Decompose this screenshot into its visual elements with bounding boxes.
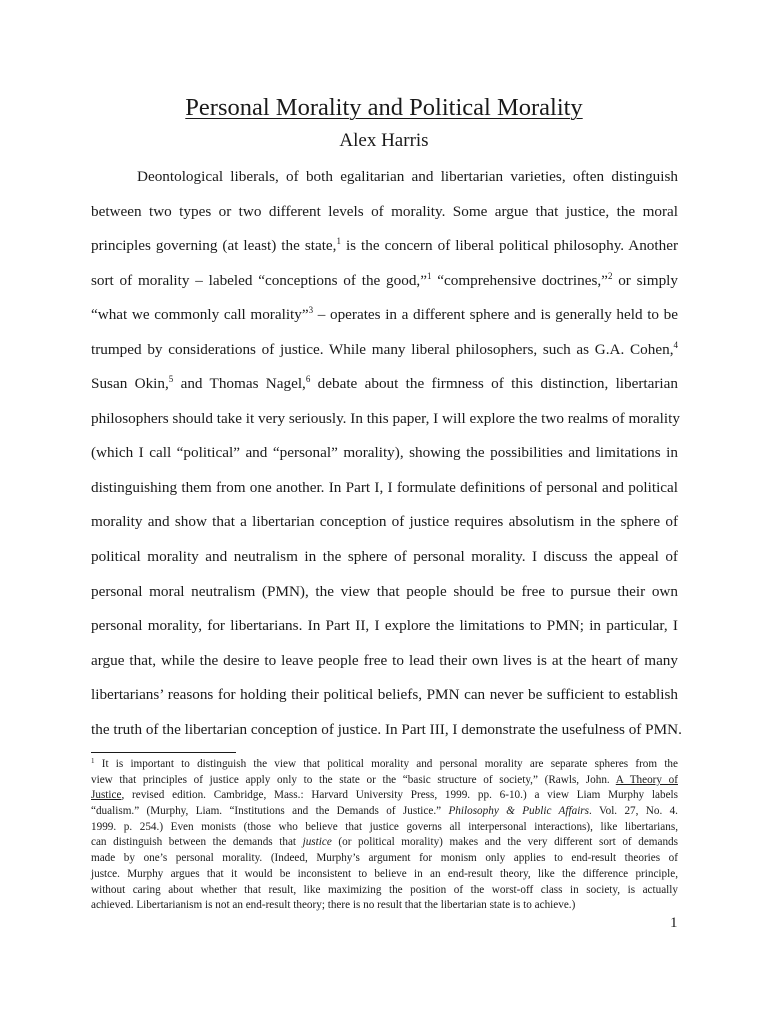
footnote-ref[interactable]: 2 — [607, 270, 613, 281]
page-number: 1 — [670, 915, 678, 931]
body-line: Susan Okin,$^5$ and Thomas Nagel,$^6$ debate about the firmness of this distinction, libertarian — [91, 374, 678, 393]
body-line: Deontological liberals, of both egalitarian and libertarian varieties, often distinguish — [137, 168, 678, 185]
footnote-ref[interactable]: 4 — [673, 339, 678, 350]
body-line: the truth of the libertarian conception of justice. In Part III, I demonstrate the usefulness of PMN. — [91, 720, 682, 738]
journal-title-italic: Philosophy & Public Affairs — [448, 805, 590, 818]
body-line: distinguishing them from one another. In Part I, I formulate definitions of personal and political — [91, 478, 678, 496]
footnote-line: 1999. p. 254.) Even monists (those who believe that justice governs all interpersonal interactions), like libertarians, — [91, 820, 678, 833]
body-line: argue that, while the desire to leave people free to lead their own lives is at the heart of many — [91, 651, 678, 669]
footnote-line: Justice, revised edition. Cambridge, Mass.: Harvard University Press, 1999. pp. 6-10.) a view Liam Murphy labels — [91, 789, 678, 802]
footnote-1 — [91, 757, 678, 914]
footnote-divider — [91, 752, 236, 753]
footnote-line: without caring about whether that result, like maximizing the position of the worst-off class in society, is actually — [91, 883, 678, 896]
book-title-underlined: Justice — [91, 789, 122, 802]
footnote-line: view that principles of justice apply only to the state or the “basic structure of society,” (Rawls, John. A Theory of — [91, 773, 678, 786]
body-line: morality and show that a libertarian conception of justice requires absolutism in the sphere of — [91, 513, 678, 531]
footnote-ref[interactable]: 3 — [308, 305, 314, 316]
body-line: between two types or two different levels of morality. Some argue that justice, the moral — [91, 202, 678, 220]
footnote-marker: 1 — [91, 757, 95, 765]
body-line: political morality and neutralism in the sphere of personal morality. I discuss the appeal of — [91, 548, 678, 566]
footnote-line: achieved. Libertarianism is not an end-result theory; there is no result that the libertarian state is to achieve.) — [91, 899, 576, 912]
footnote-ref[interactable]: 1 — [426, 270, 432, 281]
body-line: trumped by considerations of justice. While many liberal philosophers, such as G.A. Cohen,$^4$ — [91, 339, 678, 358]
book-title-underlined: A Theory of — [615, 773, 678, 786]
body-line: libertarians’ reasons for holding their political beliefs, PMN can never be sufficient to establish — [91, 686, 678, 704]
body-line: philosophers should take it very seriously. In this paper, I will explore the two realms of morality — [91, 409, 680, 427]
footnote-ref[interactable]: 5 — [168, 374, 174, 385]
paper-title: Personal Morality and Political Morality — [185, 94, 583, 121]
footnote-line: $^1$ It is important to distinguish the view that political morality and personal morality are separate spheres from the — [91, 757, 678, 770]
body-line: principles governing (at least) the state,$^1$ is the concern of liberal political philosophy. Another — [91, 236, 679, 255]
footnote-ref[interactable]: 1 — [336, 236, 341, 247]
body-line: sort of morality – labeled “conceptions of the good,”$^1$ “comprehensive doctrines,”$^2$ or simply — [91, 270, 678, 289]
author-name: Alex Harris — [339, 130, 429, 151]
body-paragraph — [91, 160, 682, 747]
body-line: “what we commonly call morality”$^3$ – operates in a different sphere and is generally held to be — [91, 305, 678, 324]
footnote-ref[interactable]: 6 — [305, 374, 311, 385]
footnote-line: made by one’s personal morality. (Indeed, Murphy’s argument for monism only applies to end-result theories of — [91, 852, 678, 865]
footnote-line: can distinguish between the demands that justice (or political morality) makes and the very different sort of demands — [91, 836, 679, 849]
body-line: (which I call “political” and “personal” morality), showing the possibilities and limitations in — [91, 444, 678, 462]
footnote-line: justce. Murphy argues that it would be inconsistent to believe in an end-result theory, like the difference principle, — [91, 867, 678, 880]
footnote-line: “dualism.” (Murphy, Liam. “Institutions and the Demands of Justice.” Philosophy & Public Affairs. Vol. 27, No. 4. — [91, 805, 678, 818]
body-line: personal morality, for libertarians. In Part II, I explore the limitations to PMN; in particular, I — [91, 617, 678, 635]
emphasis-italic: justice — [302, 836, 332, 849]
body-line: personal moral neutralism (PMN), the view that people should be free to pursue their own — [91, 582, 678, 600]
